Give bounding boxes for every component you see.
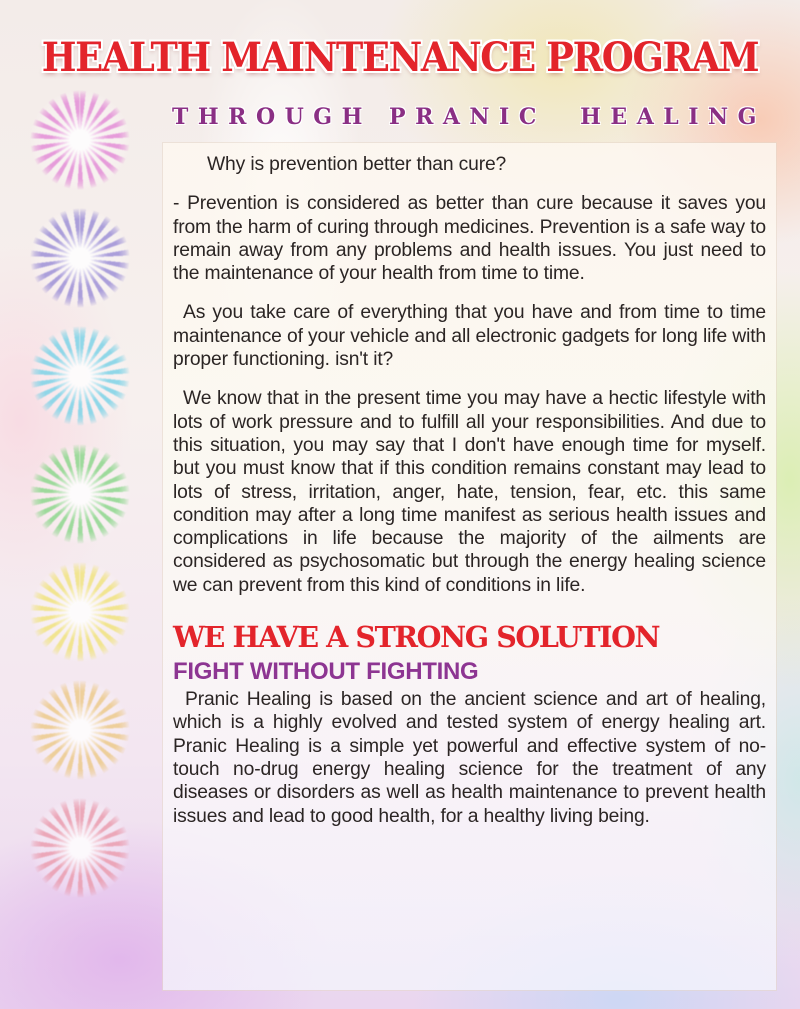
root-chakra-spiral-icon — [30, 798, 130, 898]
solar-plexus-chakra-spiral-icon — [30, 562, 130, 662]
solution-subheading: FIGHT WITHOUT FIGHTING — [173, 658, 479, 686]
chakra-spiral-column — [30, 90, 150, 910]
paragraph-prevention: - Prevention is considered as better than cure because it saves you from the harm of curing through medicines. Prevention is a safe way to remain away from any problems and health issues. You just need to the maintenance of your health from time to time. — [173, 193, 766, 285]
paragraph-lifestyle-stress: We know that in the present time you may have a hectic lifestyle with lots of work pressure and to fulfill all your responsibilities. And due to this situation, you may say that I don't have enough time for myself. but you must know that if this condition remains constant may lead to lots of stress, irritation, anger, hate, tension, fear, etc. this same condition may after a long time manifest as serious health issues and complications in life because the majority of the ailments are considered as psychosomatic but through the energy healing science we can prevent from this kind of conditions in life. — [173, 388, 766, 596]
page-title: HEALTH MAINTENANCE PROGRAM — [41, 34, 759, 81]
content-panel — [163, 143, 776, 990]
sacral-chakra-spiral-icon — [30, 680, 130, 780]
paragraph-pranic-healing: Pranic Healing is based on the ancient science and art of healing, which is a highly evolved and tested system of energy healing art. Pranic Healing is a simple yet powerful and effective system of no-touch no-drug energy healing science for the treatment of any diseases or disorders as well as health maintenance to prevent health issues and lead to good health, for a healthy living being. — [173, 689, 766, 827]
crown-chakra-spiral-icon — [30, 90, 130, 190]
intro-question: Why is prevention better than cure? — [207, 154, 507, 175]
solution-heading: WE HAVE A STRONG SOLUTION — [173, 620, 660, 655]
page-subtitle: THROUGH PRANIC HEALING — [172, 104, 766, 130]
paragraph-maintenance-analogy: As you take care of everything that you have and from time to time maintenance of your vehicle and all electronic gadgets for long life with proper functioning. isn't it? — [173, 302, 766, 371]
heart-chakra-spiral-icon — [30, 444, 130, 544]
third-eye-chakra-spiral-icon — [30, 208, 130, 308]
throat-chakra-spiral-icon — [30, 326, 130, 426]
